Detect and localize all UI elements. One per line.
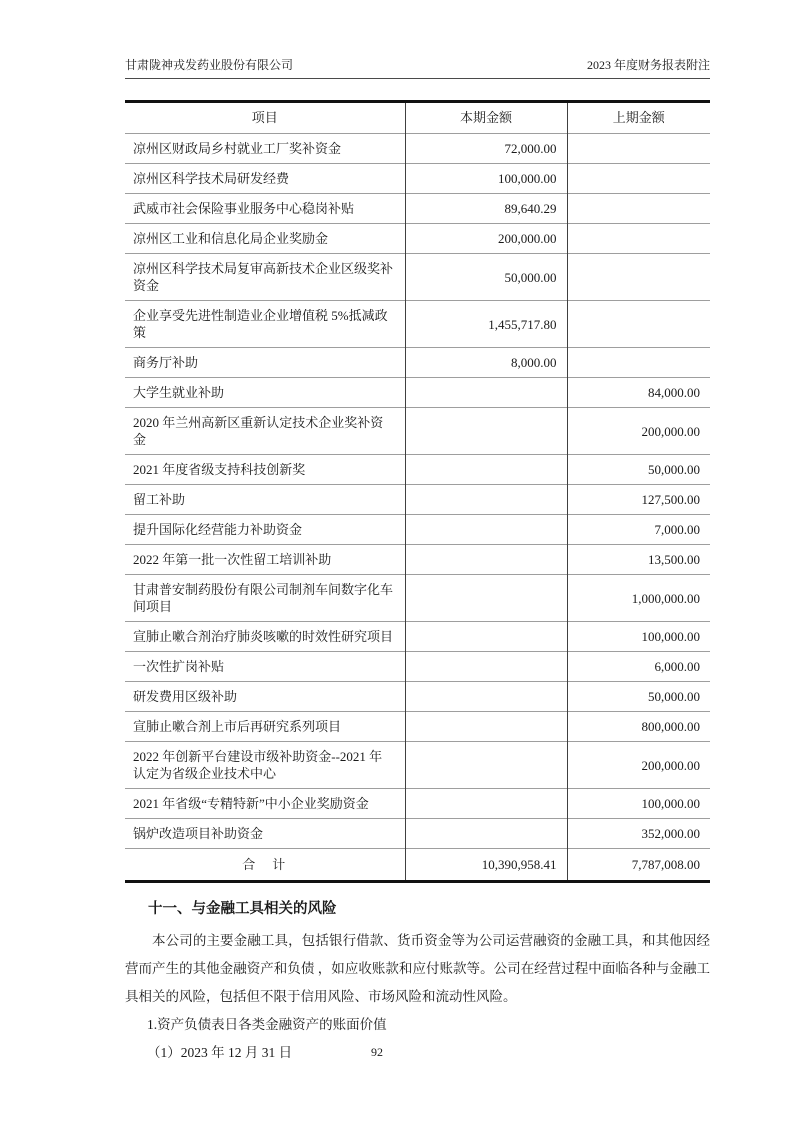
section-heading: 十一、与金融工具相关的风险 — [148, 901, 337, 917]
current-amount-cell: 200,000.00 — [405, 224, 567, 254]
report-title: 2023 年度财务报表附注 — [586, 58, 710, 72]
table-row — [125, 301, 710, 348]
prior-amount-cell: 50,000.00 — [567, 455, 710, 485]
list-item-carrying-value: 1.资产负债表日各类金融资产的账面价值 — [147, 1017, 387, 1032]
running-header — [125, 56, 710, 79]
column-header-item: 项目 — [251, 110, 278, 125]
table-row — [125, 408, 710, 455]
table-row — [125, 194, 710, 224]
item-cell: 提升国际化经营能力补助资金 — [133, 522, 303, 537]
prior-amount-cell — [567, 194, 710, 224]
item-cell: 武威市社会保险事业服务中心稳岗补贴 — [133, 201, 355, 216]
current-amount-cell: 50,000.00 — [405, 254, 567, 301]
prior-amount-cell: 200,000.00 — [567, 742, 710, 789]
current-amount-cell — [405, 408, 567, 455]
current-amount-cell — [405, 819, 567, 849]
item-cell: 2021 年度省级支持科技创新奖 — [133, 462, 306, 477]
prior-amount-cell: 6,000.00 — [567, 652, 710, 682]
total-current-amount: 10,390,958.41 — [405, 849, 567, 882]
section-paragraph: 本公司的主要金融工具，包括银行借款、货币资金等为公司运营融资的金融工具，和其他因经营而产生的其他金融资产和负债 ，如应收账款和应付账款等。公司在经营过程中面临各种与金融工具相关的风险，包括但不限于信用风险、市场风险和流动性风险。 — [125, 933, 710, 1004]
prior-amount-cell: 50,000.00 — [567, 682, 710, 712]
current-amount-cell: 100,000.00 — [405, 164, 567, 194]
current-amount-cell — [405, 789, 567, 819]
item-cell: 2022 年创新平台建设市级补助资金--2021 年认定为省级企业技术中心 — [133, 749, 383, 781]
prior-amount-cell — [567, 348, 710, 378]
item-cell: 凉州区科学技术局研发经费 — [133, 171, 290, 186]
table-row — [125, 712, 710, 742]
table-row — [125, 652, 710, 682]
table-row — [125, 682, 710, 712]
company-name: 甘肃陇神戎发药业股份有限公司 — [125, 58, 294, 72]
prior-amount-cell: 200,000.00 — [567, 408, 710, 455]
current-amount-cell — [405, 682, 567, 712]
total-prior-amount: 7,787,008.00 — [567, 849, 710, 882]
list-item-date: （1）2023 年 12 月 31 日 — [147, 1045, 293, 1060]
prior-amount-cell — [567, 301, 710, 348]
current-amount-cell — [405, 712, 567, 742]
column-header-prior-amount: 上期金额 — [567, 102, 710, 134]
table-row — [125, 515, 710, 545]
table-header-row — [125, 102, 710, 134]
item-cell: 2020 年兰州高新区重新认定技术企业奖补资金 — [133, 415, 384, 447]
page-content — [125, 56, 710, 1067]
item-cell: 一次性扩岗补贴 — [133, 659, 225, 674]
prior-amount-cell: 1,000,000.00 — [567, 575, 710, 622]
prior-amount-cell — [567, 134, 710, 164]
item-cell: 商务厅补助 — [133, 355, 199, 370]
table-row — [125, 622, 710, 652]
current-amount-cell: 1,455,717.80 — [405, 301, 567, 348]
subsidy-table — [125, 100, 710, 883]
prior-amount-cell: 352,000.00 — [567, 819, 710, 849]
prior-amount-cell: 13,500.00 — [567, 545, 710, 575]
table-row — [125, 575, 710, 622]
current-amount-cell: 8,000.00 — [405, 348, 567, 378]
table-row — [125, 742, 710, 789]
table-row — [125, 164, 710, 194]
current-amount-cell: 72,000.00 — [405, 134, 567, 164]
current-amount-cell — [405, 545, 567, 575]
table-row — [125, 348, 710, 378]
prior-amount-cell: 84,000.00 — [567, 378, 710, 408]
item-cell: 凉州区财政局乡村就业工厂奖补资金 — [133, 141, 342, 156]
subsidy-table-body — [125, 134, 710, 849]
table-row — [125, 224, 710, 254]
table-row — [125, 485, 710, 515]
item-cell: 甘肃普安制药股份有限公司制剂车间数字化车间项目 — [133, 582, 394, 614]
item-cell: 2021 年省级“专精特新”中小企业奖励资金 — [133, 796, 369, 811]
table-row — [125, 789, 710, 819]
current-amount-cell — [405, 652, 567, 682]
item-cell: 企业享受先进性制造业企业增值税 5%抵减政策 — [133, 308, 388, 340]
item-cell: 大学生就业补助 — [133, 385, 225, 400]
current-amount-cell: 89,640.29 — [405, 194, 567, 224]
table-row — [125, 819, 710, 849]
current-amount-cell — [405, 378, 567, 408]
item-cell: 留工补助 — [133, 492, 186, 507]
item-cell: 宣肺止嗽合剂上市后再研究系列项目 — [133, 719, 342, 734]
table-row — [125, 254, 710, 301]
current-amount-cell — [405, 622, 567, 652]
item-cell: 宣肺止嗽合剂治疗肺炎咳嗽的时效性研究项目 — [133, 629, 394, 644]
item-cell: 研发费用区级补助 — [133, 689, 238, 704]
current-amount-cell — [405, 455, 567, 485]
item-cell: 凉州区工业和信息化局企业奖励金 — [133, 231, 329, 246]
table-row — [125, 378, 710, 408]
current-amount-cell — [405, 575, 567, 622]
table-row — [125, 134, 710, 164]
financial-risk-section — [125, 897, 710, 1067]
page-number: 92 — [371, 1045, 383, 1059]
prior-amount-cell — [567, 164, 710, 194]
item-cell: 2022 年第一批一次性留工培训补助 — [133, 552, 332, 567]
prior-amount-cell: 127,500.00 — [567, 485, 710, 515]
prior-amount-cell — [567, 254, 710, 301]
column-header-current-amount: 本期金额 — [405, 102, 567, 134]
prior-amount-cell: 800,000.00 — [567, 712, 710, 742]
item-cell: 凉州区科学技术局复审高新技术企业区级奖补资金 — [133, 261, 394, 293]
current-amount-cell — [405, 742, 567, 789]
current-amount-cell — [405, 515, 567, 545]
total-label: 合 计 — [242, 857, 288, 872]
current-amount-cell — [405, 485, 567, 515]
prior-amount-cell: 100,000.00 — [567, 789, 710, 819]
total-row — [125, 849, 710, 882]
prior-amount-cell: 100,000.00 — [567, 622, 710, 652]
table-row — [125, 545, 710, 575]
item-cell: 锅炉改造项目补助资金 — [133, 826, 264, 841]
prior-amount-cell: 7,000.00 — [567, 515, 710, 545]
table-row — [125, 455, 710, 485]
prior-amount-cell — [567, 224, 710, 254]
